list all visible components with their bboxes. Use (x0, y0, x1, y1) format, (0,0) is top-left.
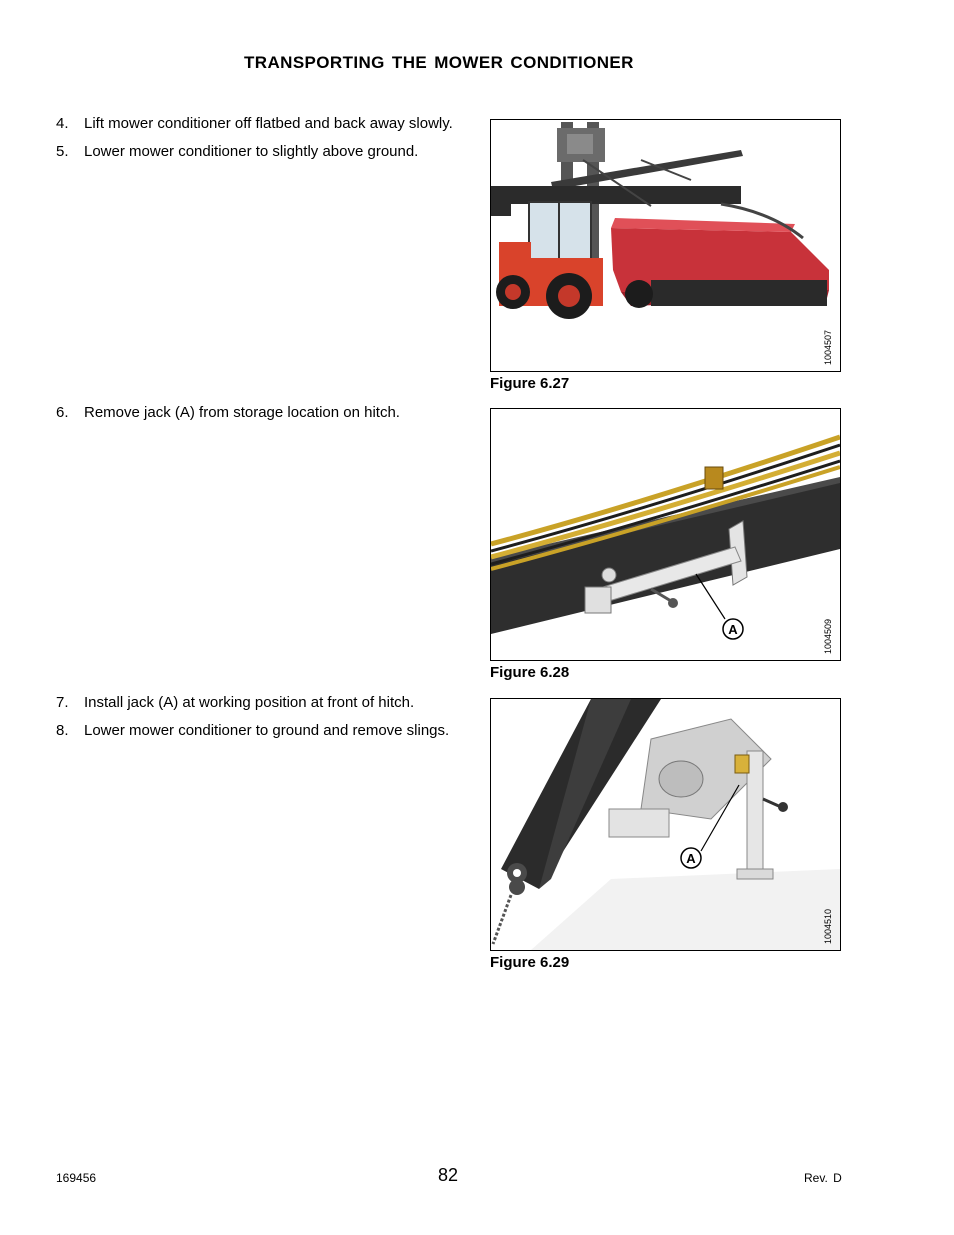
callout-label-a: A (728, 622, 738, 637)
figure-id: 1004509 (823, 618, 833, 654)
step-4 (56, 115, 453, 132)
step-5 (56, 143, 418, 160)
callout-label-a: A (686, 851, 696, 866)
figure-forklift-photo (490, 119, 841, 372)
step-number: 6. (56, 404, 69, 421)
step-8 (56, 722, 449, 739)
step-text: Remove jack (A) from storage location on hitch. (84, 404, 400, 421)
document-number: 169456 (56, 1171, 97, 1185)
step-7 (56, 694, 414, 711)
figure-jack-working (490, 698, 841, 951)
jack-working-illustration (491, 699, 840, 950)
figure-caption: Figure 6.28 (490, 664, 570, 681)
step-number: 4. (56, 115, 69, 132)
figure-caption: Figure 6.27 (490, 375, 570, 392)
step-text: Install jack (A) at working position at front of hitch. (84, 694, 415, 711)
figure-caption: Figure 6.29 (490, 954, 570, 971)
revision-label: Rev. D (804, 1171, 842, 1185)
step-number: 8. (56, 722, 69, 739)
step-6 (56, 404, 400, 421)
step-number: 5. (56, 143, 69, 160)
page-number: 82 (438, 1165, 459, 1185)
figure-id: 1004510 (823, 908, 833, 944)
forklift-mower-illustration (491, 120, 840, 371)
step-text: Lower mower conditioner to ground and remove slings. (84, 722, 450, 739)
step-number: 7. (56, 694, 69, 711)
figure-jack-storage (490, 408, 841, 661)
jack-storage-illustration (491, 409, 840, 660)
page-title: TRANSPORTING THE MOWER CONDITIONER (244, 53, 634, 72)
figure-id: 1004507 (823, 329, 833, 365)
step-text: Lift mower conditioner off flatbed and back away slowly. (84, 115, 453, 132)
step-text: Lower mower conditioner to slightly above ground. (84, 143, 419, 160)
